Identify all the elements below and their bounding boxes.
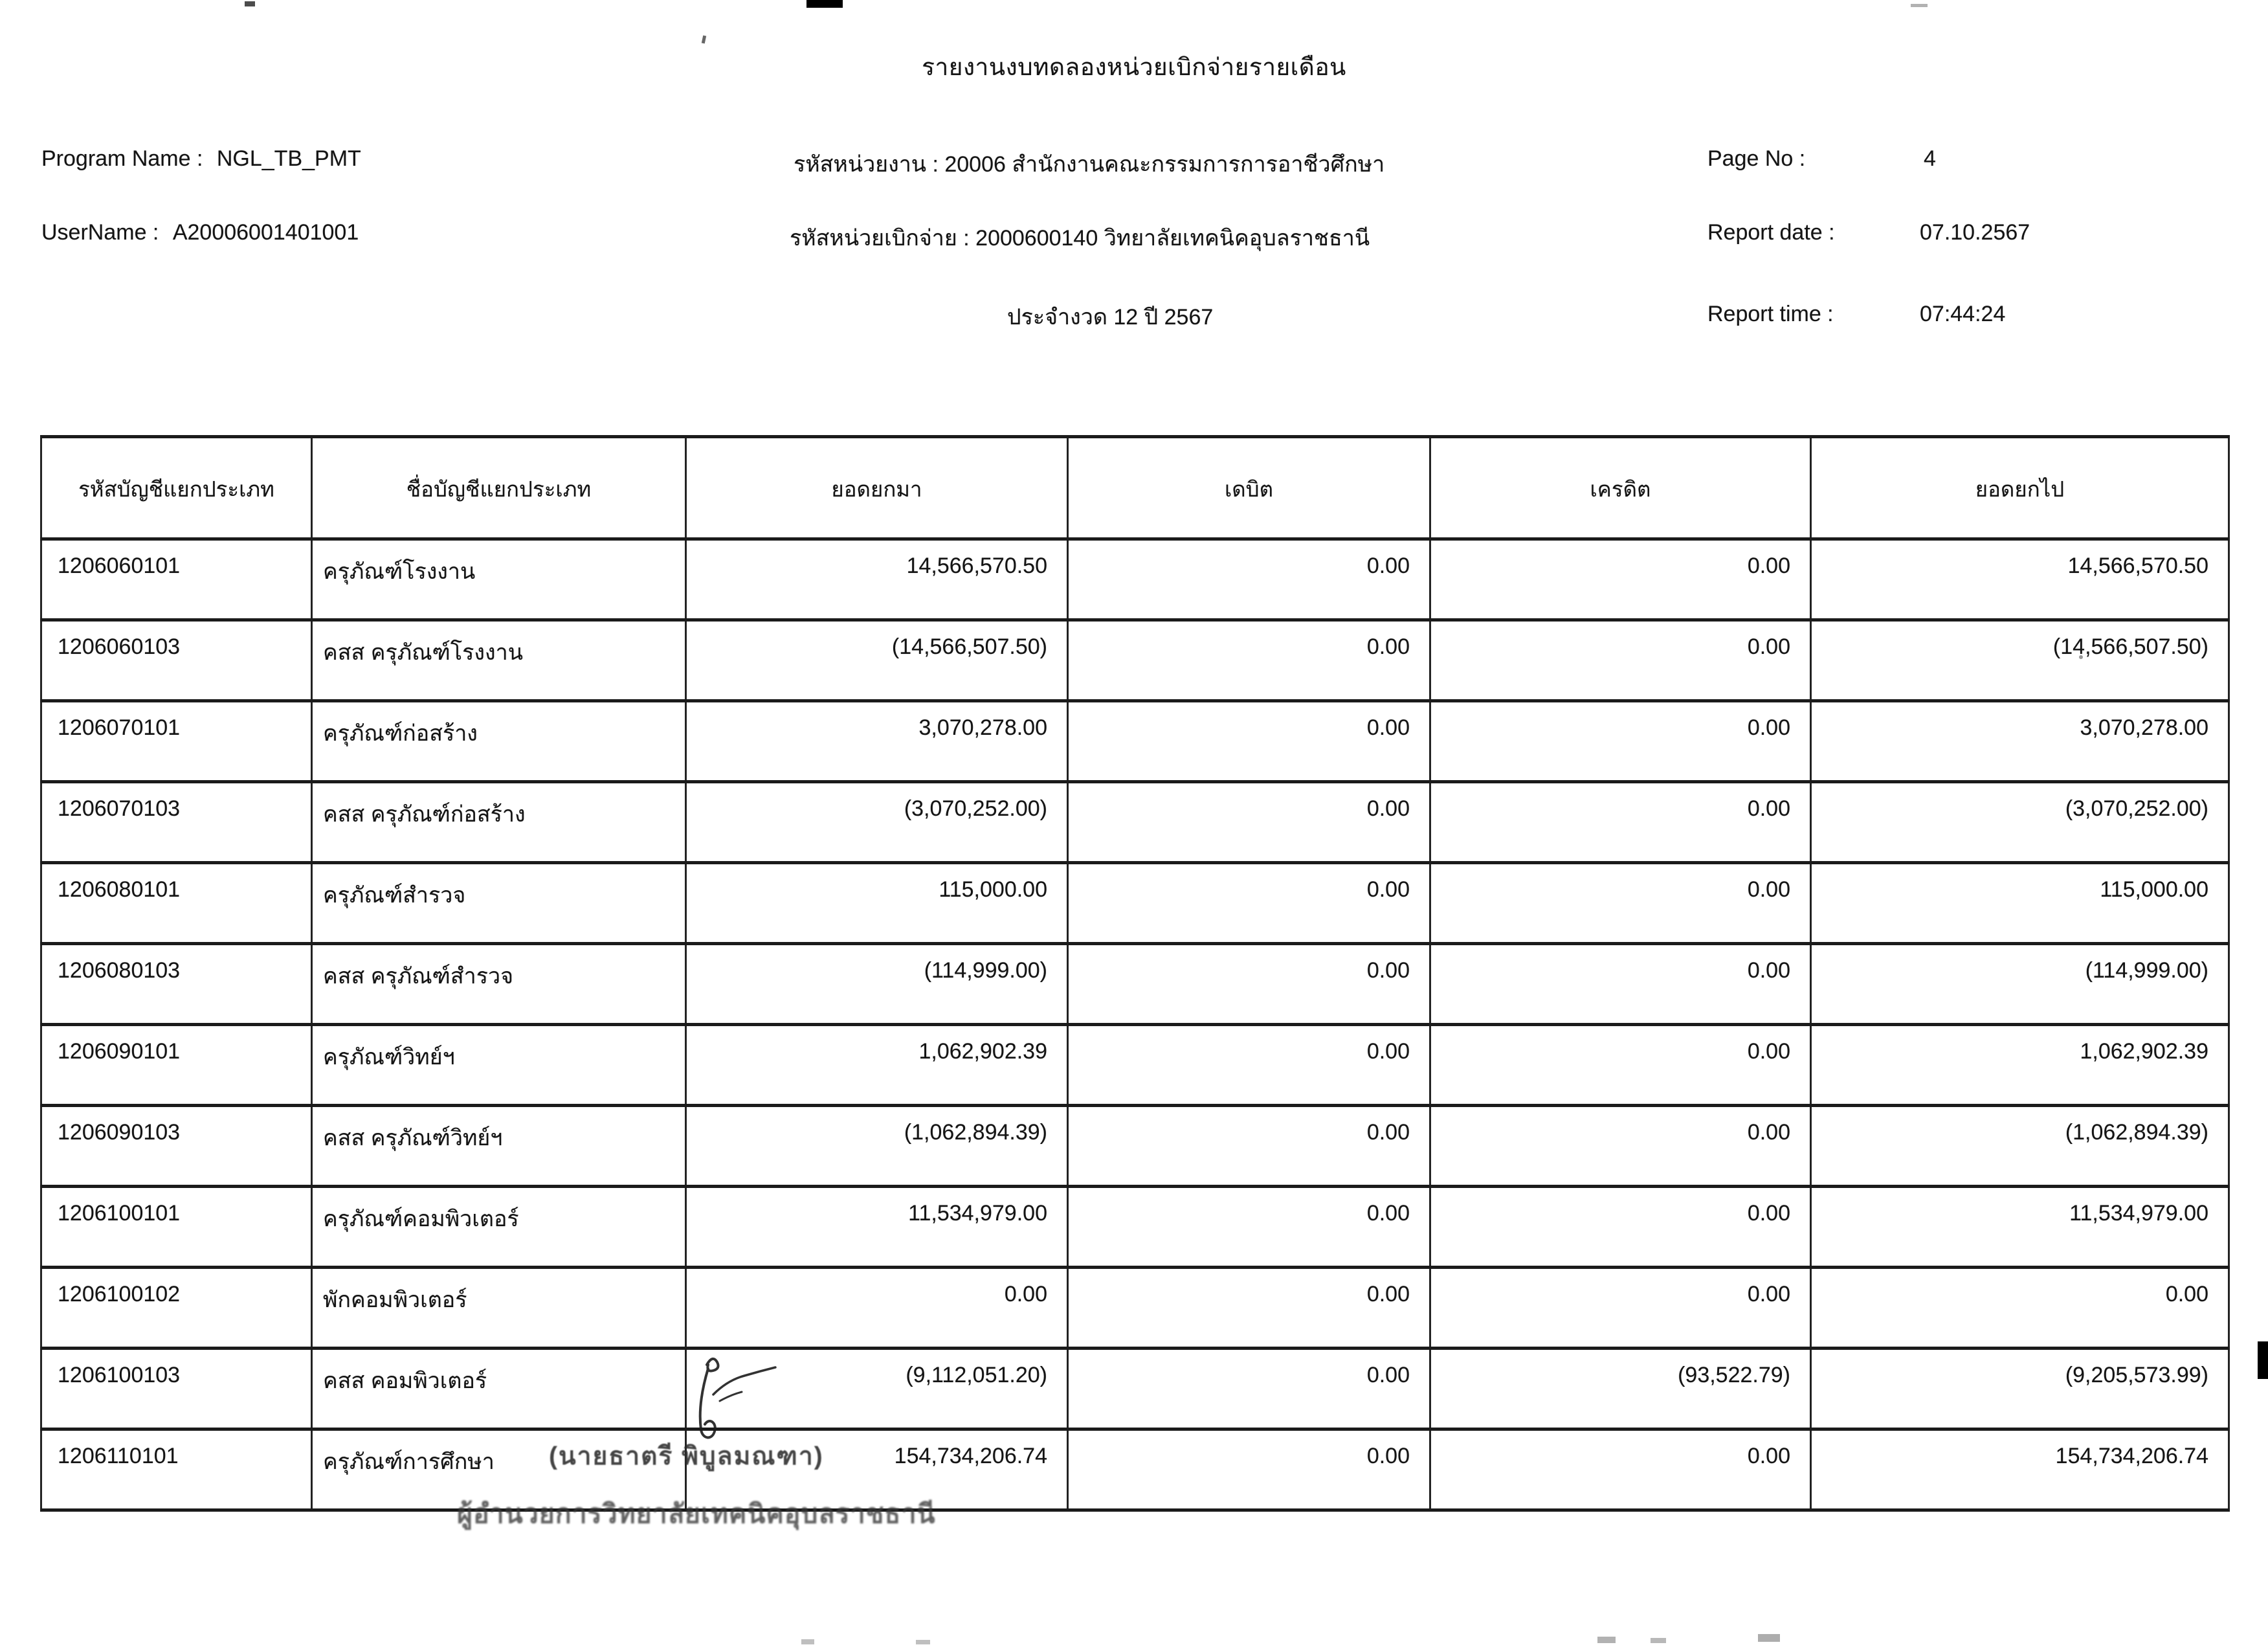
- table-row: [41, 539, 2229, 620]
- cell-account-name: คสส ครุภัณฑ์ก่อสร้าง: [312, 782, 686, 863]
- username-line: [41, 220, 359, 245]
- scan-artifact: [702, 36, 706, 44]
- scan-artifact: [1911, 4, 1928, 7]
- cell-closing-balance: (3,070,252.00): [1811, 782, 2229, 863]
- page-no-value: 4: [1924, 146, 1936, 171]
- cell-closing-balance: 1,062,902.39: [1811, 1025, 2229, 1106]
- table-row: [41, 782, 2229, 863]
- table-header-row: [41, 437, 2229, 539]
- cell-debit: 0.00: [1068, 701, 1430, 782]
- cell-opening-balance: 11,534,979.00: [686, 1187, 1068, 1268]
- cell-opening-balance: 14,566,570.50: [686, 539, 1068, 620]
- cell-account-name: ครุภัณฑ์คอมพิวเตอร์: [312, 1187, 686, 1268]
- table-body: [41, 539, 2229, 1510]
- report-date-label: Report date :: [1707, 220, 1835, 245]
- agency-line: รหัสหน่วยงาน : 20006 สำนักงานคณะกรรมการการอาชีวศึกษา: [794, 152, 1385, 177]
- period-line: ประจำงวด 12 ปี 2567: [1007, 305, 1214, 330]
- program-name-value: NGL_TB_PMT: [216, 146, 361, 171]
- username-value: A20006001401001: [172, 220, 359, 245]
- cell-account-name: คสส ครุภัณฑ์โรงงาน: [312, 620, 686, 701]
- cell-debit: 0.00: [1068, 1349, 1430, 1429]
- cell-account-name: ครุภัณฑ์การศึกษา: [312, 1429, 686, 1510]
- cell-account-name: ครุภัณฑ์วิทย์ฯ: [312, 1025, 686, 1106]
- cell-account-code: 1206100101: [41, 1187, 312, 1268]
- cell-credit: 0.00: [1430, 620, 1811, 701]
- cell-opening-balance: 1,062,902.39: [686, 1025, 1068, 1106]
- cell-debit: 0.00: [1068, 1106, 1430, 1187]
- table-row: [41, 1025, 2229, 1106]
- scan-artifact: [1758, 1634, 1780, 1642]
- cell-closing-balance: 14,566,570.50: [1811, 539, 2229, 620]
- username-label: UserName :: [41, 220, 159, 245]
- scan-artifact: [801, 1639, 814, 1644]
- cell-opening-balance: 115,000.00: [686, 863, 1068, 944]
- cell-closing-balance: (14,566,507.50): [1811, 620, 2229, 701]
- cell-opening-balance: (114,999.00): [686, 944, 1068, 1025]
- report-date-value: 07.10.2567: [1920, 220, 2030, 245]
- table-row: [41, 1187, 2229, 1268]
- cell-debit: 0.00: [1068, 1187, 1430, 1268]
- cell-account-code: 1206080103: [41, 944, 312, 1025]
- report-time-value: 07:44:24: [1920, 302, 2006, 326]
- col-header-account-name: ชื่อบัญชีแยกประเภท: [312, 437, 686, 539]
- scan-artifact: [2258, 1341, 2268, 1379]
- cell-debit: 0.00: [1068, 782, 1430, 863]
- cell-credit: 0.00: [1430, 782, 1811, 863]
- col-header-opening-balance: ยอดยกมา: [686, 437, 1068, 539]
- scan-artifact: [806, 0, 843, 8]
- program-name-label: Program Name :: [41, 146, 203, 171]
- cell-credit: 0.00: [1430, 701, 1811, 782]
- cell-account-code: 1206070103: [41, 782, 312, 863]
- cell-credit: 0.00: [1430, 1268, 1811, 1349]
- col-header-credit: เครดิต: [1430, 437, 1811, 539]
- col-header-account-code: รหัสบัญชีแยกประเภท: [41, 437, 312, 539]
- cell-closing-balance: (9,205,573.99): [1811, 1349, 2229, 1429]
- scan-artifact: [2079, 655, 2083, 659]
- cell-account-name: ครุภัณฑ์โรงงาน: [312, 539, 686, 620]
- report-title: รายงานงบทดลองหน่วยเบิกจ่ายรายเดือน: [922, 54, 1346, 80]
- trial-balance-table: [40, 435, 2230, 1512]
- cell-opening-balance: 0.00: [686, 1268, 1068, 1349]
- cell-account-code: 1206060101: [41, 539, 312, 620]
- cell-account-name: พักคอมพิวเตอร์: [312, 1268, 686, 1349]
- cell-account-code: 1206060103: [41, 620, 312, 701]
- cell-credit: 0.00: [1430, 863, 1811, 944]
- stamp-director-name: (นายธาตรี พิบูลมณฑา): [549, 1442, 824, 1470]
- cell-credit: 0.00: [1430, 1187, 1811, 1268]
- page-no-label: Page No :: [1707, 146, 1806, 171]
- cell-closing-balance: 11,534,979.00: [1811, 1187, 2229, 1268]
- cell-debit: 0.00: [1068, 863, 1430, 944]
- cell-account-name: ครุภัณฑ์สำรวจ: [312, 863, 686, 944]
- stamp-director-title: ผู้อำนวยการวิทยาลัยเทคนิคอุบลราชธานี: [457, 1499, 936, 1529]
- table-row: [41, 1106, 2229, 1187]
- disbursement-line: รหัสหน่วยเบิกจ่าย : 2000600140 วิทยาลัยเทคนิคอุบลราชธานี: [790, 226, 1370, 251]
- table-row: [41, 1349, 2229, 1429]
- cell-credit: 0.00: [1430, 1025, 1811, 1106]
- cell-closing-balance: 115,000.00: [1811, 863, 2229, 944]
- cell-debit: 0.00: [1068, 1429, 1430, 1510]
- cell-account-code: 1206090103: [41, 1106, 312, 1187]
- cell-opening-balance: 3,070,278.00: [686, 701, 1068, 782]
- cell-credit: 0.00: [1430, 1106, 1811, 1187]
- cell-opening-balance: 154,734,206.74: [686, 1429, 1068, 1510]
- cell-closing-balance: 154,734,206.74: [1811, 1429, 2229, 1510]
- cell-opening-balance: (3,070,252.00): [686, 782, 1068, 863]
- cell-debit: 0.00: [1068, 1025, 1430, 1106]
- cell-credit: 0.00: [1430, 944, 1811, 1025]
- table-row: [41, 620, 2229, 701]
- cell-account-code: 1206070101: [41, 701, 312, 782]
- cell-closing-balance: (1,062,894.39): [1811, 1106, 2229, 1187]
- cell-debit: 0.00: [1068, 944, 1430, 1025]
- cell-credit: (93,522.79): [1430, 1349, 1811, 1429]
- scan-artifact: [1597, 1637, 1616, 1643]
- cell-account-name: คสส ครุภัณฑ์สำรวจ: [312, 944, 686, 1025]
- cell-debit: 0.00: [1068, 539, 1430, 620]
- col-header-closing-balance: ยอดยกไป: [1811, 437, 2229, 539]
- table-row: [41, 1429, 2229, 1510]
- cell-account-name: ครุภัณฑ์ก่อสร้าง: [312, 701, 686, 782]
- table-row: [41, 1268, 2229, 1349]
- cell-opening-balance: (14,566,507.50): [686, 620, 1068, 701]
- scan-artifact: [245, 1, 255, 6]
- table-row: [41, 701, 2229, 782]
- cell-credit: 0.00: [1430, 539, 1811, 620]
- cell-account-code: 1206100102: [41, 1268, 312, 1349]
- cell-account-code: 1206100103: [41, 1349, 312, 1429]
- cell-account-name: คสส ครุภัณฑ์วิทย์ฯ: [312, 1106, 686, 1187]
- cell-debit: 0.00: [1068, 1268, 1430, 1349]
- cell-credit: 0.00: [1430, 1429, 1811, 1510]
- table-row: [41, 944, 2229, 1025]
- cell-closing-balance: 0.00: [1811, 1268, 2229, 1349]
- col-header-debit: เดบิต: [1068, 437, 1430, 539]
- cell-closing-balance: 3,070,278.00: [1811, 701, 2229, 782]
- cell-debit: 0.00: [1068, 620, 1430, 701]
- cell-opening-balance: (1,062,894.39): [686, 1106, 1068, 1187]
- program-name-line: [41, 146, 361, 172]
- scan-artifact: [1651, 1638, 1666, 1643]
- scan-artifact: [916, 1640, 930, 1644]
- cell-closing-balance: (114,999.00): [1811, 944, 2229, 1025]
- cell-account-code: 1206110101: [41, 1429, 312, 1510]
- cell-account-code: 1206090101: [41, 1025, 312, 1106]
- cell-account-name: คสส คอมพิวเตอร์: [312, 1349, 686, 1429]
- report-time-label: Report time :: [1707, 302, 1834, 326]
- table-row: [41, 863, 2229, 944]
- cell-account-code: 1206080101: [41, 863, 312, 944]
- cell-opening-balance: (9,112,051.20): [686, 1349, 1068, 1429]
- handwritten-signature: [681, 1350, 784, 1454]
